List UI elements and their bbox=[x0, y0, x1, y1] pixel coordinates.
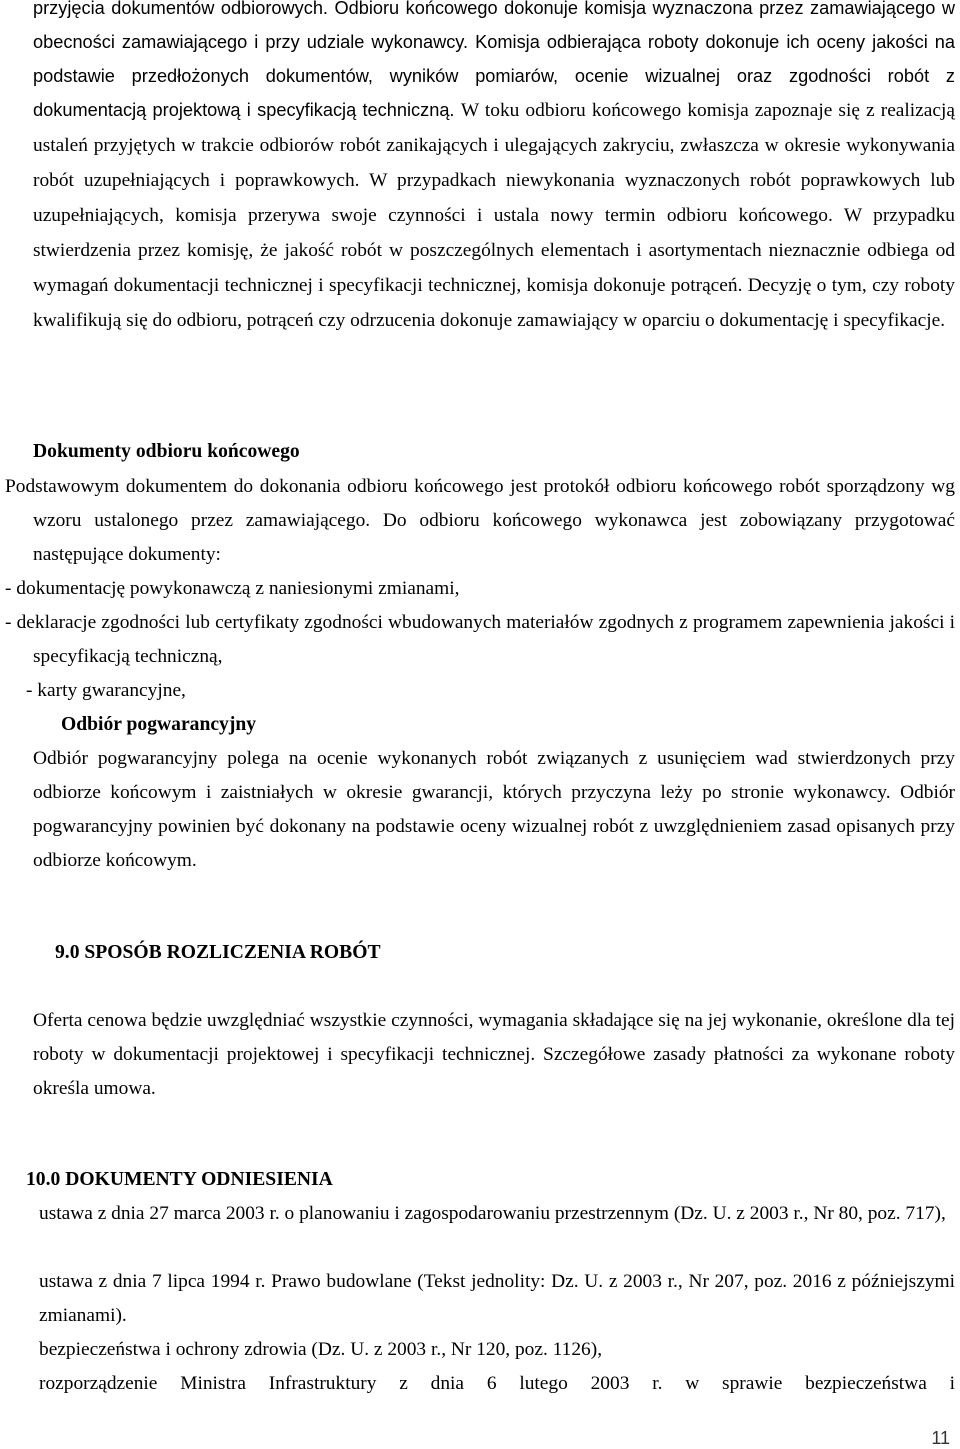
paragraph-warranty: Odbiór pogwarancyjny polega na ocenie wykonanych robót związanych z usunięciem wad stwierdzonych przy odbiorze końcowym i zaistniałych w okresie gwarancji, których przyczyna leży po stronie wykonawcy. Odbiór pogwarancyjny powinien być dokonany na podstawie oceny wizualnej robót z uwzględnieniem zasad opisanych przy odbiorze końcowym. bbox=[33, 748, 955, 871]
paragraph-section-9: Oferta cenowa będzie uwzględniać wszystkie czynności, wymagania składające się na jej wykonanie, określone dla tej roboty w dokumentacji projektowej i specyfikacji technicznej. Szczegółowe zasady płatności za wykonane roboty określa umowa. bbox=[33, 1010, 955, 1099]
paragraph-final-docs: Podstawowym dokumentem do dokonania odbioru końcowego jest protokół odbioru końcowego robót sporządzony wg wzoru ustalonego przez zamawiającego. Do odbioru końcowego wykonawca jest zobowiązany przygotować następujące dokumenty: bbox=[5, 476, 955, 565]
reference-item: ustawa z dnia 7 lipca 1994 r. Prawo budowlane (Tekst jednolity: Dz. U. z 2003 r., Nr 207, poz. 2016 z późniejszymi zmianami). bbox=[39, 1271, 955, 1326]
reference-item: ustawa z dnia 27 marca 2003 r. o planowaniu i zagospodarowaniu przestrzennym (Dz. U. z 2003 r., Nr 80, poz. 717), bbox=[39, 1203, 946, 1224]
paragraph-intro bbox=[33, 0, 955, 338]
page-number: 11 bbox=[931, 1428, 950, 1448]
reference-item: bezpieczeństwa i ochrony zdrowia (Dz. U. z 2003 r., Nr 120, poz. 1126), bbox=[39, 1339, 603, 1360]
reference-item: rozporządzenie Ministra Infrastruktury z dnia 6 lutego 2003 r. w sprawie bezpieczeństwa i bbox=[39, 1373, 955, 1394]
list-item: - deklaracje zgodności lub certyfikaty zgodności wbudowanych materiałów zgodnych z programem zapewnienia jakości i specyfikacją techniczną, bbox=[5, 612, 955, 667]
heading-warranty: Odbiór pogwarancyjny bbox=[61, 714, 257, 735]
list-item: - dokumentację powykonawczą z naniesionymi zmianami, bbox=[5, 578, 460, 599]
list-item: - karty gwarancyjne, bbox=[26, 680, 186, 701]
paragraph-intro-part1: przyjęcia dokumentów odbiorowych. Odbioru końcowego dokonuje komisja wyznaczona przez zamawiającego w obecności zamawiającego i przy udziale wykonawcy. Komisja odbierająca roboty dokonuje ich oceny jakości na podstawie przedłożonych dokumentów, wyników pomiarów, ocenie wizualnej oraz zgodności robót z dokumentacją projektową i specyfikacją techniczną. bbox=[33, 0, 955, 120]
heading-section-10: 10.0 DOKUMENTY ODNIESIENIA bbox=[26, 1169, 333, 1190]
heading-section-9: 9.0 SPOSÓB ROZLICZENIA ROBÓT bbox=[55, 942, 381, 963]
heading-final-docs: Dokumenty odbioru końcowego bbox=[33, 441, 300, 462]
paragraph-intro-part2: W toku odbioru końcowego komisja zapoznaje się z realizacją ustaleń przyjętych w trakcie odbiorów robót zanikających i ulegających zakryciu, zwłaszcza w okresie wykonywania robót uzupełniających i poprawkowych. W przypadkach niewykonania wyznaczonych robót poprawkowych lub uzupełniających, komisja przerywa swoje czynności i ustala nowy termin odbioru końcowego. W przypadku stwierdzenia przez komisję, że jakość robót w poszczególnych elementach i asortymentach nieznacznie odbiega od wymagań dokumentacji technicznej i specyfikacji technicznej, komisja dokonuje potrąceń. Decyzję o tym, czy roboty kwalifikują się do odbioru, potrąceń czy odrzucenia dokonuje zamawiający w oparciu o dokumentację i specyfikacje. bbox=[33, 100, 956, 331]
